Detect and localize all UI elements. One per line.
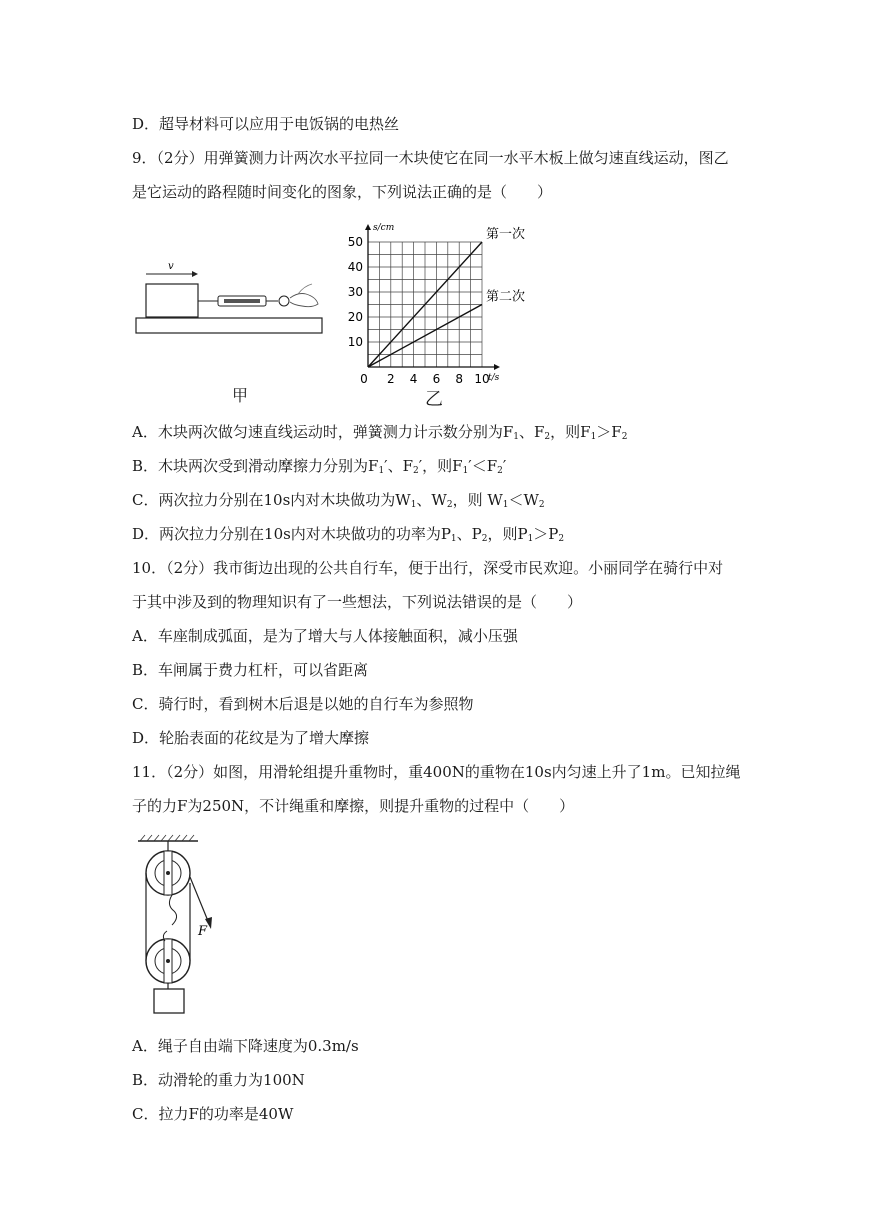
x-axis-arrow [494,364,500,370]
wood-block [146,284,198,317]
q10-option-a: A．车座制成弧面，是为了增大与人体接触面积，减小压强 [132,627,518,645]
q10-option-d: D．轮胎表面的花纹是为了增大摩擦 [132,729,370,747]
y-axis-label: s/cm [373,223,395,233]
pulley-figure [132,833,242,1018]
q11-option-b: B．动滑轮的重力为100N [132,1071,305,1089]
pull-rope [190,877,208,921]
y-tick-label: 30 [347,285,363,299]
figure-jia [132,258,332,348]
x-tick-label: 8 [455,372,464,386]
prev-option-d: D．超导材料可以应用于电饭锅的电热丝 [132,115,400,133]
q10-option-b: B．车闸属于费力杠杆，可以省距离 [132,661,369,679]
q9-option-c: C．两次拉力分别在10s内对木块做功为$W_1$、$W_2$，则 $W_1<W_2$ [132,491,545,510]
force-label: F [198,924,208,939]
x-tick-label: 6 [432,372,441,386]
x-tick-label: 4 [409,372,418,386]
y-axis-arrow [365,224,371,230]
velocity-arrowhead [192,271,198,277]
q9-stem-line2: 是它运动的路程随时间变化的图象，下列说法正确的是（ ） [132,183,553,201]
q11-option-a: A．绳子自由端下降速度为0.3m/s [132,1037,359,1055]
q11-option-c: C．拉力F的功率是40W [132,1105,294,1123]
figure-jia-caption: 甲 [232,386,249,405]
y-tick-label: 10 [347,335,363,349]
x-tick-label: 10 [474,372,490,386]
y-tick-label: 40 [347,260,363,274]
q9-option-b: B．木块两次受到滑动摩擦力分别为$F_1'$、$F_2'$，则$F_1'<F_2'$ [132,457,507,476]
x-axis-label: t/s [488,373,500,383]
x-tick-label: 2 [386,372,395,386]
wooden-board [136,318,322,333]
q9-stem-line1: 9．（2分）用弹簧测力计两次水平拉同一木块使它在同一水平木板上做匀速直线运动，图乙 [132,149,729,167]
heavy-object [154,989,184,1013]
hand [290,294,318,307]
q11-stem-line2: 子的力F为250N，不计绳重和摩擦，则提升重物的过程中（ ） [132,797,575,815]
figure-yi-caption: 乙 [425,389,443,410]
series-label-2: 第二次 [486,289,526,305]
velocity-label: v [168,261,174,272]
q10-stem-line2: 于其中涉及到的物理知识有了一些想法，下列说法错误的是（ ） [132,593,583,611]
figure-yi-chart [340,212,535,407]
x-tick-label: 0 [360,372,368,386]
spring-scale-dial [224,299,260,303]
q11-stem-line1: 11．（2分）如图，用滑轮组提升重物时，重400N的重物在10s内匀速上升了1m。已知拉绳 [132,763,741,781]
q9-option-a: A．木块两次做匀速直线运动时，弹簧测力计示数分别为$F_1$、$F_2$，则$F_1>F_2$ [132,423,628,442]
y-tick-label: 20 [347,310,363,324]
q10-option-c: C．骑行时，看到树木后退是以她的自行车为参照物 [132,695,474,713]
q9-option-d: D．两次拉力分别在10s内对木块做功的功率为$P_1$、$P_2$，则$P_1>P_2$ [132,525,565,544]
series-label-1: 第一次 [486,227,526,242]
q10-stem-line1: 10．（2分）我市街边出现的公共自行车，便于出行，深受市民欢迎。小丽同学在骑行中对 [132,559,724,577]
y-tick-label: 50 [347,235,363,249]
scale-ring [279,296,289,306]
